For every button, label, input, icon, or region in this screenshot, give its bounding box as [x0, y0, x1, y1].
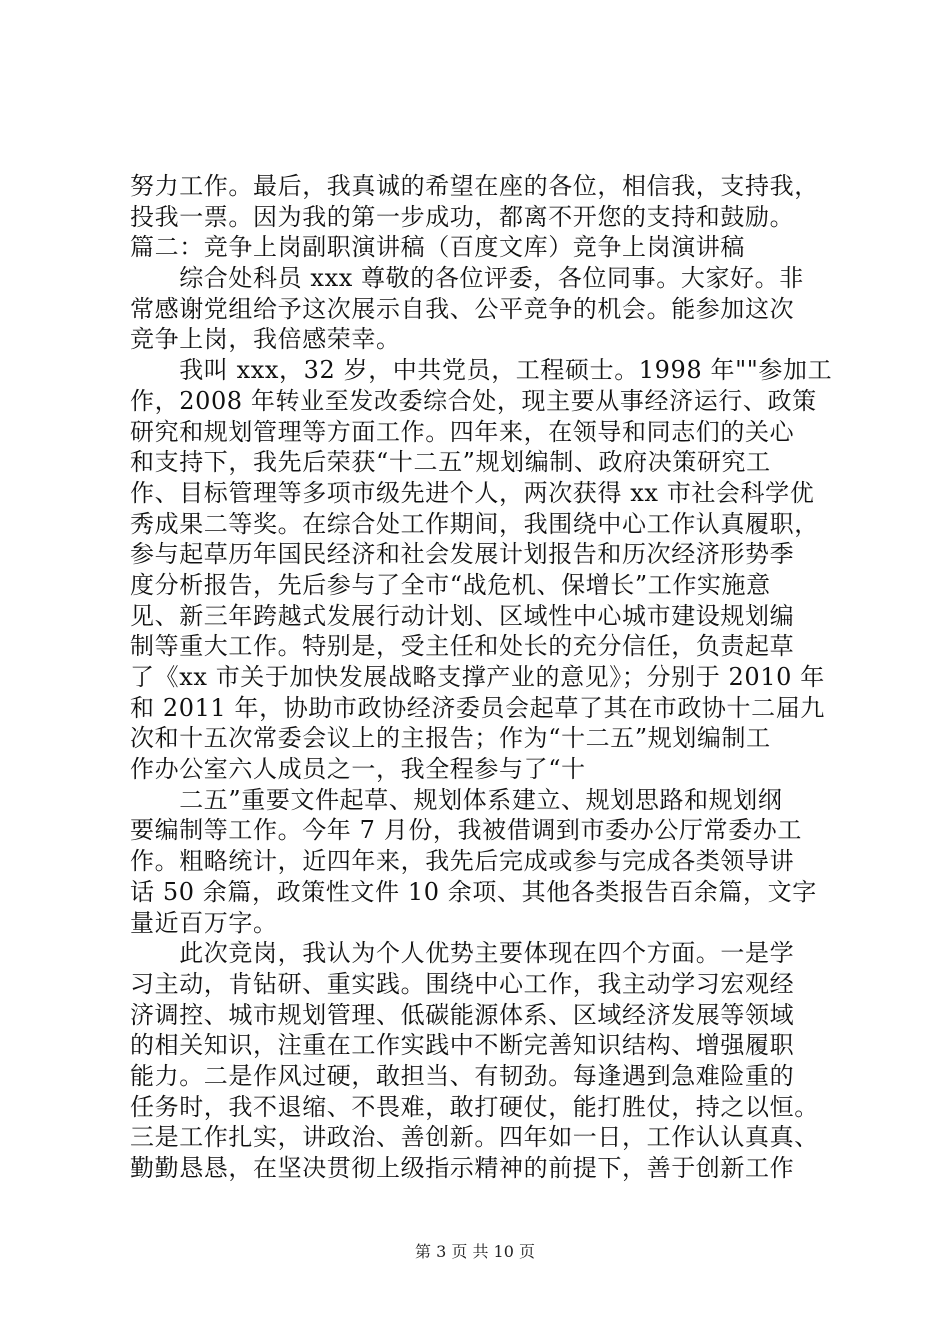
text-line: 作。粗略统计，近四年来，我先后完成或参与完成各类领导讲	[130, 847, 795, 876]
text-line: 作，2008 年转业至发改委综合处，现主要从事经济运行、政策	[130, 386, 817, 415]
text-line: 此次竞岗，我认为个人优势主要体现在四个方面。一是学	[130, 939, 795, 968]
text-line: 见、新三年跨越式发展行动计划、区域性中心城市建设规划编	[130, 601, 795, 630]
text-line: 济调控、城市规划管理、低碳能源体系、区域经济发展等领域	[130, 1000, 795, 1029]
text-line: 和 2011 年，协助市政协经济委员会起草了其在市政协十二届九	[130, 693, 825, 722]
page-number-footer: 第 3 页 共 10 页	[415, 1242, 535, 1261]
text-line: 要编制等工作。今年 7 月份，我被借调到市委办公厅常委办工	[130, 816, 802, 845]
section-heading: 篇二：竞争上岗副职演讲稿（百度文库）竞争上岗演讲稿	[130, 233, 745, 262]
document-body	[130, 171, 833, 1184]
text-line: 二五”重要文件起草、规划体系建立、规划思路和规划纲	[130, 785, 783, 814]
text-line: 竞争上岗，我倍感荣幸。	[130, 325, 401, 354]
text-line: 度分析报告，先后参与了全市“战危机、保增长”工作实施意	[130, 570, 771, 599]
text-line: 作、目标管理等多项市级先进个人，两次获得 xx 市社会科学优	[130, 478, 815, 507]
text-line: 了《xx 市关于加快发展战略支撑产业的意见》；分别于 2010 年	[130, 663, 825, 691]
text-line: 常感谢党组给予这次展示自我、公平竞争的机会。能参加这次	[130, 294, 795, 323]
text-line: 能力。二是作风过硬，敢担当、有韧劲。每逢遇到急难险重的	[130, 1061, 795, 1090]
text-line: 综合处科员 xxx 尊敬的各位评委，各位同事。大家好。非	[130, 264, 804, 293]
text-line: 我叫 xxx，32 岁，中共党员，工程硕士。1998 年""参加工	[130, 356, 833, 385]
text-line: 任务时，我不退缩、不畏难，敢打硬仗，能打胜仗，持之以恒。	[130, 1092, 819, 1121]
text-line: 秀成果二等奖。在综合处工作期间，我围绕中心工作认真履职，	[130, 509, 819, 538]
text-line: 努力工作。最后，我真诚的希望在座的各位，相信我，支持我，	[130, 172, 819, 200]
text-line: 作办公室六人成员之一，我全程参与了“十	[130, 755, 586, 784]
text-line: 参与起草历年国民经济和社会发展计划报告和历次经济形势季	[130, 540, 795, 569]
text-line: 研究和规划管理等方面工作。四年来，在领导和同志们的关心	[130, 417, 795, 446]
text-line: 勤勤恳恳，在坚决贯彻上级指示精神的前提下，善于创新工作	[130, 1154, 795, 1182]
text-line: 制等重大工作。特别是，受主任和处长的充分信任，负责起草	[130, 632, 795, 661]
text-line: 话 50 余篇，政策性文件 10 余项、其他各类报告百余篇，文字	[130, 877, 817, 906]
text-line: 三是工作扎实，讲政治、善创新。四年如一日，工作认认真真、	[130, 1123, 819, 1152]
text-line: 投我一票。因为我的第一步成功，都离不开您的支持和鼓励。	[130, 202, 795, 231]
text-line: 量近百万字。	[130, 908, 278, 937]
text-line: 和支持下，我先后荣获“十二五”规划编制、政府决策研究工	[130, 448, 771, 477]
text-line: 次和十五次常委会议上的主报告；作为“十二五”规划编制工	[130, 724, 771, 753]
text-line: 的相关知识，注重在工作实践中不断完善知识结构、增强履职	[130, 1031, 795, 1060]
text-line: 习主动，肯钻研、重实践。围绕中心工作，我主动学习宏观经	[130, 969, 795, 998]
